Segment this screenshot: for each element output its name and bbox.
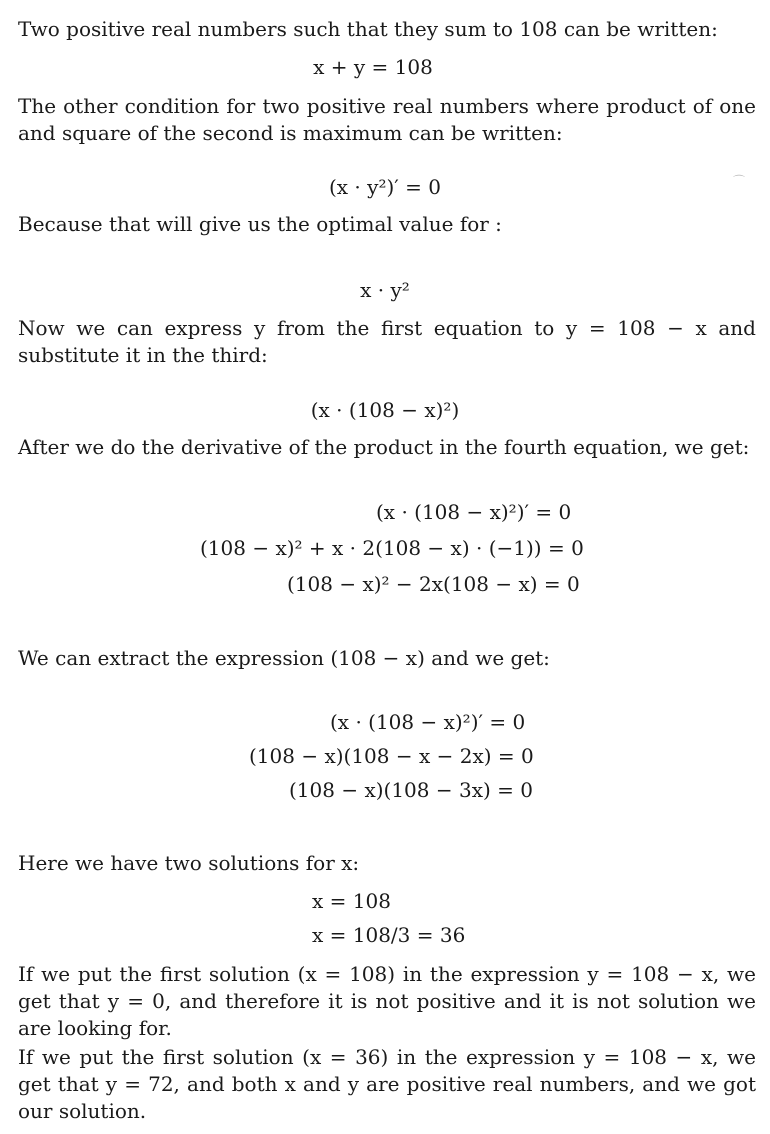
- after-derivative-text: After we do the derivative of the product in the fourth equation, we get:: [18, 435, 750, 459]
- because-text: Because that will give us the optimal value for :: [18, 212, 502, 236]
- solution-line-2: x = 108/3 = 36: [312, 923, 466, 947]
- two-solutions-text: Here we have two solutions for x:: [18, 851, 360, 875]
- second-case-text: If we put the first solution (x = 36) in the expression y = 108 − x, we get that y = 72, and both x and y are positive real numbers, and we got our solution.: [18, 1045, 756, 1123]
- intro-text: Two positive real numbers such that they sum to 108 can be written:: [18, 17, 718, 41]
- condition-text: The other condition for two positive real numbers where product of one and square of the second is maximum can be written:: [18, 94, 756, 145]
- system2-line-1: (x · (108 − x)²)′ = 0: [330, 710, 526, 734]
- equation-derivative: (x · y²)′ = 0: [328, 175, 441, 199]
- solution-line-1: x = 108: [312, 889, 391, 913]
- system2-line-2: (108 − x)(108 − x − 2x) = 0: [249, 744, 534, 768]
- system1-line-3: (108 − x)² − 2x(108 − x) = 0: [287, 572, 580, 596]
- equation-sum: x + y = 108: [313, 55, 433, 79]
- express-text: Now we can express y from the first equation to y = 108 − x and substitute it in the third:: [18, 316, 756, 367]
- extract-text: We can extract the expression (108 − x) and we get:: [18, 646, 550, 670]
- system2-line-3: (108 − x)(108 − 3x) = 0: [289, 778, 533, 802]
- system1-line-2: (108 − x)² + x · 2(108 − x) · (−1)) = 0: [200, 536, 584, 560]
- equation-product: x · y²: [360, 278, 410, 302]
- system1-line-1: (x · (108 − x)²)′ = 0: [376, 500, 572, 524]
- stray-mark: ⌒: [733, 174, 746, 188]
- equation-substituted: (x · (108 − x)²): [310, 398, 460, 422]
- first-case-text: If we put the first solution (x = 108) in the expression y = 108 − x, we get that y = 0, and therefore it is not positive and it is not solution we are looking for.: [18, 962, 756, 1040]
